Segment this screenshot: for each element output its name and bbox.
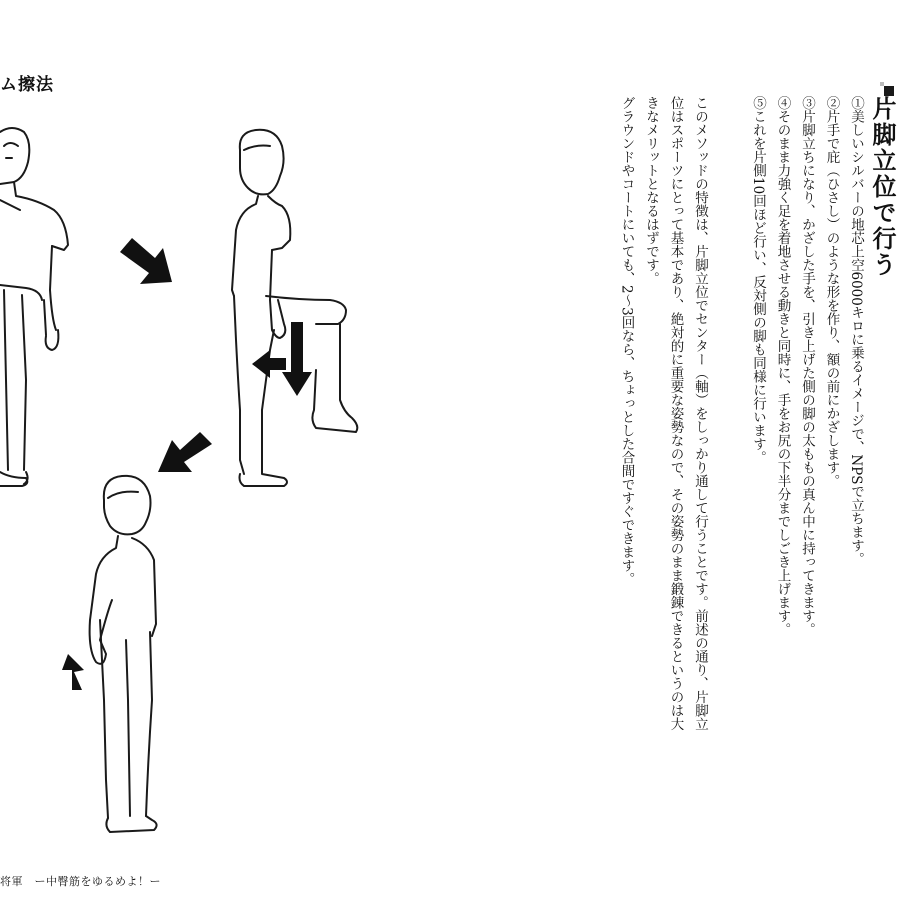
- arrow-left-icon: [252, 350, 286, 378]
- arrow-down-icon: [282, 322, 312, 396]
- left-page-title: ム擦法: [0, 75, 54, 95]
- running-footer: 将軍 ー中臀筋をゆるめよ！ー: [0, 875, 161, 888]
- step-item-1: ①美しいシルバーの地芯上空6000キロに乗るイメージで、NPSで立ちます。: [848, 96, 864, 566]
- section-marker-accent: [880, 82, 884, 86]
- paragraph-2: グラウンドやコートにいても、2～3回なら、ちょっとした合間ですぐできます。: [618, 96, 635, 586]
- paragraph-1: このメソッドの特徴は、片脚立位でセンター（軸）をしっかり通して行うことです。前述の通り、片脚立位はスポーツにとって基本であり、絶対的に重要な姿勢なので、その姿勢のまま鍛錬できるというのは大きなメリットとなるはずです。: [643, 96, 708, 731]
- step-item-3: ③片脚立ちになり、かざした手を、引き上げた側の脚の太ももの真ん中に持ってきます。: [799, 96, 815, 636]
- step-item-4: ④そのまま力強く足を着地させる動きと同時に、手をお尻の下半分までしごき上げます。: [774, 96, 791, 636]
- section-marker-icon: [884, 86, 894, 96]
- figure-standing-front: [0, 128, 68, 486]
- step-item-2: ②片手で庇（ひさし）のような形を作り、額の前にかざします。: [823, 96, 840, 488]
- figure-hand-behind: [90, 476, 157, 832]
- figure-knee-raised: [232, 130, 357, 486]
- section-title: 片脚立位で行う: [868, 96, 896, 278]
- steps-list: [728, 96, 868, 706]
- step-item-5: ⑤これを片側10回ほど行い、反対側の脚も同様に行います。: [750, 96, 766, 465]
- arrow-left-down-icon: [158, 432, 212, 472]
- arrow-up-left-icon: [62, 654, 84, 690]
- body-paragraph: [592, 96, 712, 736]
- arrow-right-down-icon: [120, 238, 172, 284]
